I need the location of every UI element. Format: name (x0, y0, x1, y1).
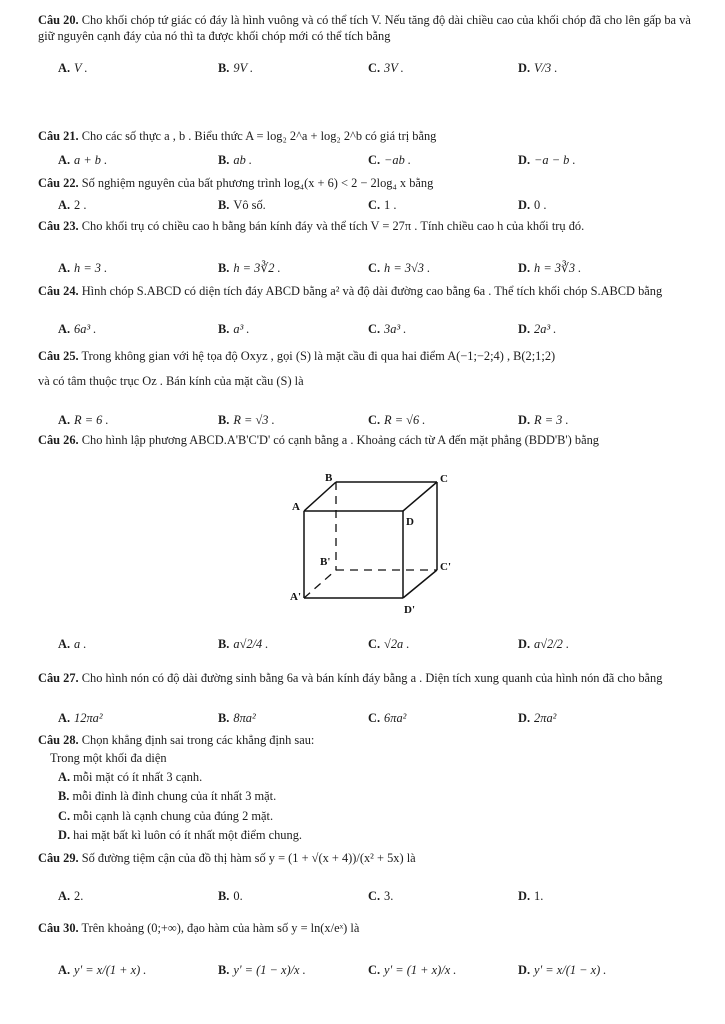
question-24 (38, 283, 693, 336)
option-b[interactable]: B. h = 3∛2 . (218, 261, 281, 275)
option-b[interactable]: B. 8πa² (218, 711, 256, 725)
option-c[interactable]: C. h = 3√3 . (368, 261, 431, 275)
option-a[interactable]: A. V . (58, 61, 88, 75)
option-b[interactable]: B. a√2/4 . (218, 637, 269, 651)
cube-figure (280, 470, 460, 620)
question-text: Cho hình nón có độ dài đường sinh bằng 6a và bán kính đáy bằng a . Diện tích xung quanh của hình nón đã cho bằng (81, 671, 663, 685)
option-b[interactable]: B. y' = (1 − x)/x . (218, 963, 306, 977)
option-d[interactable]: D. R = 3 . (518, 413, 569, 427)
option-b[interactable]: B. Vô số. (218, 198, 266, 212)
question-text: Trong không gian với hệ tọa độ Oxyz , gọi (S) là mặt cầu đi qua hai điểm A(−1;−2;4) , B(2;1;2) (81, 349, 556, 363)
vertex-label-d: D (406, 516, 414, 528)
option-c[interactable]: C. 1 . (368, 198, 397, 212)
question-label: Câu 25. (38, 349, 79, 363)
option-b[interactable]: B. a³ . (218, 322, 250, 336)
question-text: Chọn khẳng định sai trong các khẳng định sau: (81, 733, 315, 747)
question-label: Câu 20. (38, 13, 79, 27)
option-d[interactable]: D. 2a³ . (518, 322, 557, 336)
question-29 (38, 850, 693, 903)
option-d[interactable]: D. h = 3∛3 . (518, 261, 582, 275)
option-c[interactable]: C. mỗi cạnh là cạnh chung của đúng 2 mặt. (58, 808, 274, 823)
question-28 (38, 732, 693, 843)
option-d[interactable]: D. −a − b . (518, 153, 576, 167)
question-label: Câu 21. (38, 129, 79, 143)
option-b[interactable]: B. ab . (218, 153, 252, 167)
option-a[interactable]: A. 2 . (58, 198, 87, 212)
question-label: Câu 24. (38, 284, 79, 298)
option-d[interactable]: D. y' = x/(1 − x) . (518, 963, 607, 977)
option-a[interactable]: A. 12πa² (58, 711, 103, 725)
option-d[interactable]: D. 0 . (518, 198, 547, 212)
question-26 (38, 432, 693, 448)
option-d[interactable]: D. 2πa² (518, 711, 557, 725)
option-b[interactable]: B. 9V . (218, 61, 254, 75)
question-label: Câu 23. (38, 219, 79, 233)
option-d[interactable]: D. 1. (518, 889, 544, 903)
vertex-label-a: A (292, 501, 300, 513)
question-text: Hình chóp S.ABCD có diện tích đáy ABCD bằng a² và độ dài đường cao bằng 6a . Thể tích khối chóp S.ABCD bằng (81, 284, 663, 298)
option-b[interactable]: B. R = √3 . (218, 413, 275, 427)
option-b[interactable]: B. 0. (218, 889, 243, 903)
option-a[interactable]: A. a + b . (58, 153, 108, 167)
vertex-label-b-prime: B' (320, 556, 331, 568)
question-27 (38, 670, 693, 725)
option-a[interactable]: A. h = 3 . (58, 261, 108, 275)
question-text: Số đường tiệm cận của đồ thị hàm số y = (1 + √(x + 4))/(x² + 5x) là (81, 851, 416, 865)
question-lead: Trong một khối đa diện (50, 751, 167, 766)
question-text: Cho hình lập phương ABCD.A'B'C'D' có cạnh bằng a . Khoảng cách từ A đến mặt phẳng (BDD'B') bằng (81, 433, 599, 447)
question-30 (38, 920, 693, 977)
vertex-label-c: C (440, 473, 448, 485)
option-c[interactable]: C. −ab . (368, 153, 411, 167)
question-label: Câu 27. (38, 671, 79, 685)
question-text: Cho khối chóp tứ giác có đáy là hình vuông và có thể tích V. Nếu tăng độ dài chiều cao của khối chóp đã cho lên gấp ba và giữ nguyên cạnh đáy của nó thì ta được khối chóp mới có thể tích bằng (38, 13, 691, 44)
option-d[interactable]: D. a√2/2 . (518, 637, 570, 651)
question-23 (38, 218, 693, 275)
question-text: Cho khối trụ có chiều cao h bằng bán kính đáy và thể tích V = 27π . Tính chiều cao h của khối trụ đó. (81, 219, 585, 233)
option-c[interactable]: C. R = √6 . (368, 413, 426, 427)
question-text: Cho các số thực a , b . Biểu thức A = log₂ 2^a + log₂ 2^b có giá trị bằng (81, 129, 437, 143)
option-b[interactable]: B. mỗi đỉnh là đỉnh chung của ít nhất 3 mặt. (58, 789, 277, 804)
question-22 (38, 175, 693, 212)
question-label: Câu 30. (38, 921, 79, 935)
question-label: Câu 26. (38, 433, 79, 447)
option-a[interactable]: A. mỗi mặt có ít nhất 3 cạnh. (58, 770, 203, 785)
question-20 (38, 12, 693, 75)
question-text: Số nghiệm nguyên của bất phương trình log₄(x + 6) < 2 − 2log₄ x bằng (81, 176, 434, 190)
option-a[interactable]: A. 6a³ . (58, 322, 97, 336)
option-c[interactable]: C. y' = (1 + x)/x . (368, 963, 457, 977)
option-a[interactable]: A. 2. (58, 889, 84, 903)
option-c[interactable]: C. 3V . (368, 61, 404, 75)
question-text-continued: và có tâm thuộc trục Oz . Bán kính của mặt cầu (S) là (38, 374, 304, 389)
question-25 (38, 348, 693, 427)
question-label: Câu 29. (38, 851, 79, 865)
option-c[interactable]: C. 3a³ . (368, 322, 407, 336)
option-a[interactable]: A. y' = x/(1 + x) . (58, 963, 147, 977)
question-21 (38, 128, 693, 167)
vertex-label-b: B (325, 472, 333, 484)
option-c[interactable]: C. 3. (368, 889, 394, 903)
vertex-label-d-prime: D' (404, 604, 415, 616)
option-d[interactable]: D. hai mặt bất kì luôn có ít nhất một điểm chung. (58, 827, 302, 842)
option-c[interactable]: C. √2a . (368, 637, 410, 651)
option-a[interactable]: A. a . (58, 637, 87, 651)
vertex-label-a-prime: A' (290, 591, 301, 603)
question-label: Câu 22. (38, 176, 79, 190)
option-d[interactable]: D. V/3 . (518, 61, 558, 75)
option-a[interactable]: A. R = 6 . (58, 413, 109, 427)
vertex-label-c-prime: C' (440, 561, 451, 573)
option-c[interactable]: C. 6πa² (368, 711, 407, 725)
question-label: Câu 28. (38, 733, 79, 747)
question-text: Trên khoảng (0;+∞), đạo hàm của hàm số y = ln(x/eˣ) là (81, 921, 360, 935)
